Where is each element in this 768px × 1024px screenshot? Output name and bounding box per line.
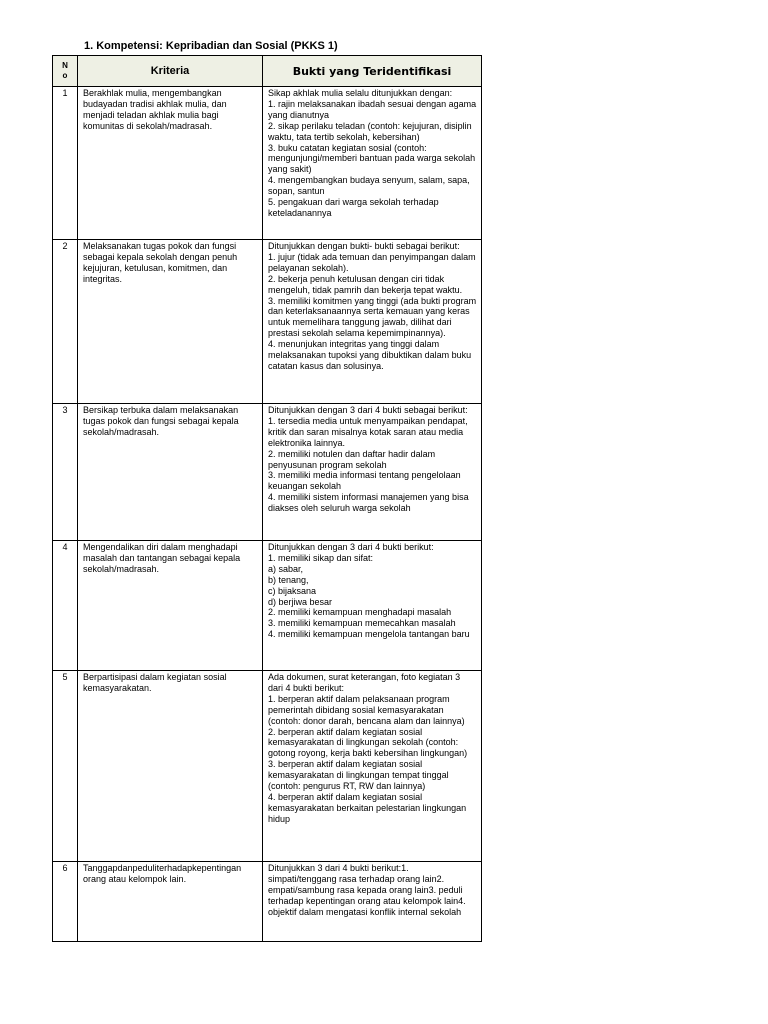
row-number: 3 [53,404,78,541]
page-title: 1. Kompetensi: Kepribadian dan Sosial (PKKS 1) [84,40,338,52]
row-number: 1 [53,87,78,240]
row-kriteria: Melaksanakan tugas pokok dan fungsi sebagai kepala sekolah dengan penuh kejujuran, ketulusan, komitmen, dan integritas. [78,240,263,404]
row-bukti: Ada dokumen, surat keterangan, foto kegiatan 3 dari 4 bukti berikut: 1. berperan aktif dalam pelaksanaan program pemerintah dibidang sosial kemasyarakatan (contoh: donor darah, bencana alam dan lainnya) 2. berperan aktif dalam kegiatan sosial kemasyarakatan di lingkungan sekolah (contoh: gotong royong, kerja bakti kebersihan lingkungan) 3. berperan aktif dalam kegiatan sosial kemasyarakatan di lingkungan tempat tinggal (contoh: pengurus RT, RW dan lainnya) 4. berperan aktif dalam kegiatan sosial kemasyarakatan berkaitan pelestarian lingkungan hidup [263,671,482,862]
row-bukti: Ditunjukkan 3 dari 4 bukti berikut:1. simpati/tenggang rasa terhadap orang lain2. empati/sambung rasa kepada orang lain3. peduli terhadap kepentingan orang atau kelompok lain4. objektif dalam mengatasi konflik internal sekolah [263,862,482,942]
row-kriteria: Berakhlak mulia, mengembangkan budayadan tradisi akhlak mulia, dan menjadi teladan akhlak mulia bagi komunitas di sekolah/madrasah. [78,87,263,240]
table-header-row [53,56,482,87]
row-kriteria: Tanggapdanpeduliterhadapkepentingan orang atau kelompok lain. [78,862,263,942]
row-bukti: Sikap akhlak mulia selalu ditunjukkan dengan: 1. rajin melaksanakan ibadah sesuai dengan agama yang dianutnya 2. sikap perilaku teladan (contoh: kejujuran, disiplin waktu, tata tertib sekolah, kebersihan) 3. buku catatan kegiatan sosial (contoh: mengunjungi/memberi bantuan pada warga sekolah yang sakit) 4. mengembangkan budaya senyum, salam, sapa, sopan, santun 5. pengakuan dari warga sekolah terhadap keteladanannya [263,87,482,240]
row-kriteria: Mengendalikan diri dalam menghadapi masalah dan tantangan sebagai kepala sekolah/madrasah. [78,541,263,671]
header-kriteria: Kriteria [78,56,263,87]
table-row [53,541,482,671]
row-kriteria: Bersikap terbuka dalam melaksanakan tugas pokok dan fungsi sebagai kepala sekolah/madrasah. [78,404,263,541]
row-number: 5 [53,671,78,862]
header-bukti: Bukti yang Teridentifikasi [263,56,482,87]
row-bukti: Ditunjukkan dengan 3 dari 4 bukti berikut: 1. memiliki sikap dan sifat: a) sabar, b) tenang, c) bijaksana d) berjiwa besar 2. memiliki kemampuan menghadapi masalah 3. memiliki kemampuan memecahkan masalah 4. memiliki kemampuan mengelola tantangan baru [263,541,482,671]
table-row [53,87,482,240]
row-number: 4 [53,541,78,671]
row-number: 6 [53,862,78,942]
row-kriteria: Berpartisipasi dalam kegiatan sosial kemasyarakatan. [78,671,263,862]
header-no [53,56,78,87]
row-number: 2 [53,240,78,404]
row-bukti: Ditunjukkan dengan 3 dari 4 bukti sebagai berikut: 1. tersedia media untuk menyampaikan pendapat, kritik dan saran misalnya kotak saran atau media elektronika lainnya. 2. memiliki notulen dan daftar hadir dalam penyusunan program sekolah 3. memiliki media informasi tentang pengelolaan keuangan sekolah 4. memiliki sistem informasi manajemen yang bisa diakses oleh seluruh warga sekolah [263,404,482,541]
row-bukti: Ditunjukkan dengan bukti- bukti sebagai berikut: 1. jujur (tidak ada temuan dan penyimpangan dalam pelayanan sekolah). 2. bekerja penuh ketulusan dengan ciri tidak mengeluh, tidak pamrih dan bekerja tepat waktu. 3. memiliki komitmen yang tinggi (ada bukti program dan keterlaksanaannya serta kemauan yang keras untuk memelihara tanggung jawab, dilihat dari prestasi sekolah selama kepemimpinannya). 4. menunjukan integritas yang tinggi dalam melaksanakan tupoksi yang dibuktikan dalam buku catatan kasus dan solusinya. [263,240,482,404]
table-row [53,404,482,541]
table-row [53,862,482,942]
table-row [53,671,482,862]
header-no-label: N o [62,61,68,80]
competency-table [52,55,482,942]
table-row [53,240,482,404]
